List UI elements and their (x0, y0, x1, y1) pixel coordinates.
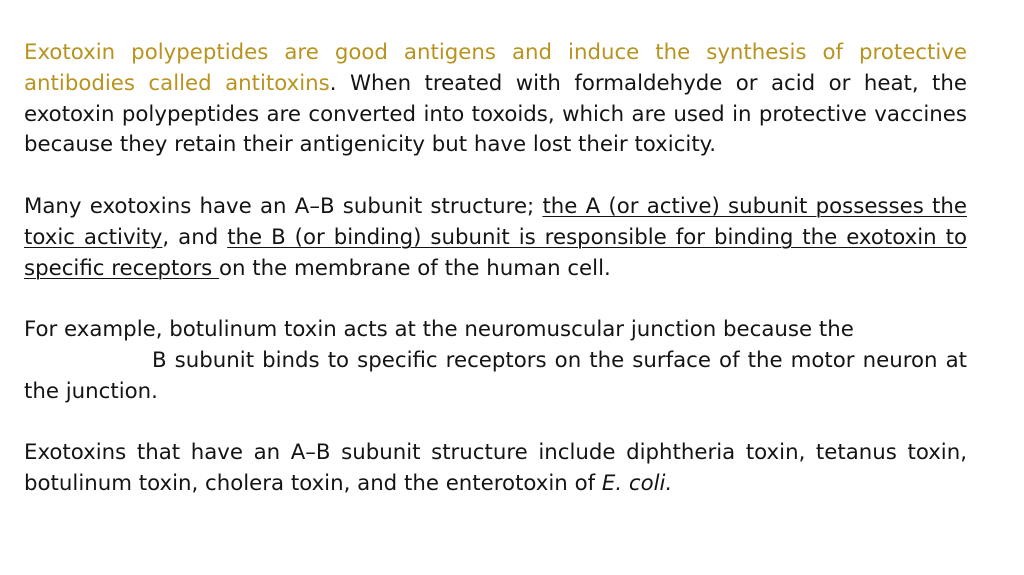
highlighted-antitoxin-sentence: Exotoxin polypeptides are good antigens and induce the synthesis of protective antibodies called antitoxins (24, 40, 967, 96)
paragraph-ab-toxins-list (24, 438, 967, 500)
paragraph-antitoxins (24, 38, 967, 161)
e-coli-italic: E. coli. (601, 471, 673, 497)
paragraph-botulinum-example (24, 315, 967, 407)
paragraph-ab-subunit (24, 192, 967, 284)
conjunction-text: , and (162, 224, 228, 250)
example-line-2: B subunit binds to specific receptors on the surface of the motor neuron at the junction. (24, 347, 967, 404)
toxin-list-text: Exotoxins that have an A–B subunit structure include diphtheria toxin, tetanus toxin, botulinum toxin, cholera toxin, and the enterotoxin of (24, 440, 967, 497)
toxoid-sentence: . When treated with formaldehyde or acid or heat, the exotoxin polypeptides are converted into toxoids, which are used in protective vaccines because they retain their antigenicity but have lost their toxicity. (24, 70, 967, 158)
example-line-1: For example, botulinum toxin acts at the neuromuscular junction because the (24, 317, 854, 343)
underlined-b-subunit: the B (or binding) subunit is responsible for binding the exotoxin to specific receptors (24, 224, 967, 281)
membrane-text: on the membrane of the human cell. (218, 255, 611, 281)
ab-structure-intro: Many exotoxins have an A–B subunit structure; (24, 193, 543, 219)
underlined-a-subunit: the A (or active) subunit possesses the toxic activity (24, 193, 967, 250)
